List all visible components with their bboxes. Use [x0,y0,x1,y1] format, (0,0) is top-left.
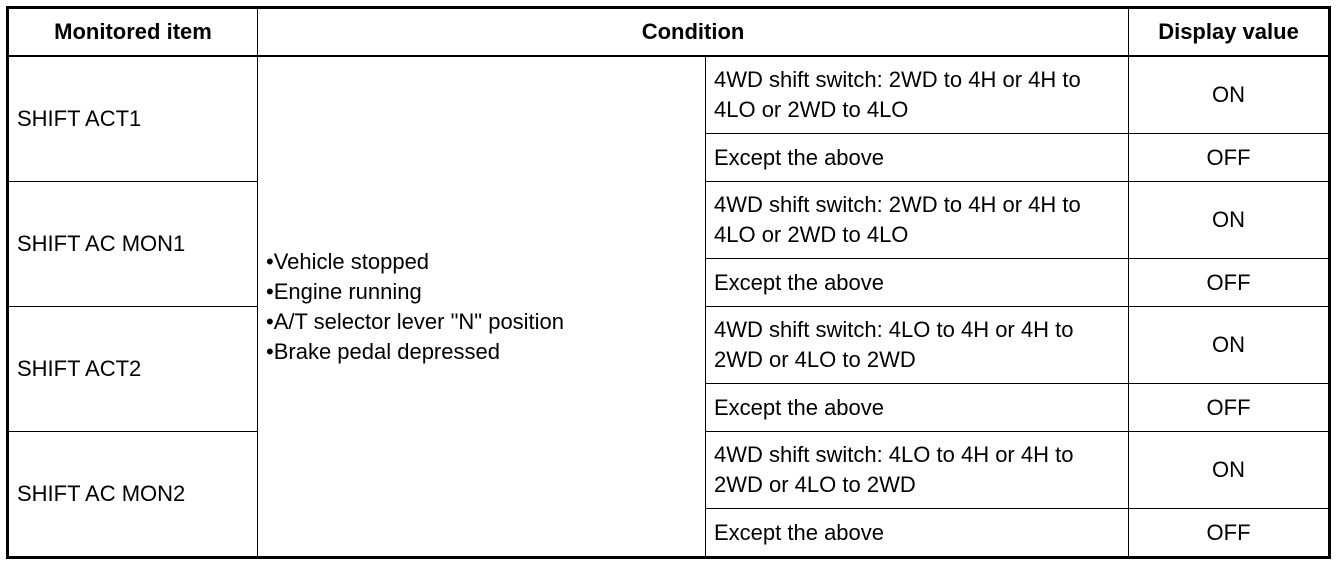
header-display-value: Display value [1129,8,1330,57]
on-condition-cell: 4WD shift switch: 4LO to 4H or 4H to 2WD or 4LO to 2WD [706,432,1129,509]
header-row [8,8,1330,57]
off-condition-cell: Except the above [706,134,1129,182]
display-value-cell: OFF [1129,134,1330,182]
monitored-item-cell: SHIFT AC MON2 [8,432,258,558]
condition-bullet: •A/T selector lever "N" position [266,308,565,334]
display-value-cell: OFF [1129,384,1330,432]
condition-bullet: •Engine running [266,278,422,304]
common-condition-cell [258,56,706,558]
on-condition-cell: 4WD shift switch: 2WD to 4H or 4H to 4LO or 2WD to 4LO [706,56,1129,134]
display-value-cell: ON [1129,432,1330,509]
table-row [8,56,1330,134]
display-value-cell: OFF [1129,259,1330,307]
display-value-cell: ON [1129,56,1330,134]
off-condition-cell: Except the above [706,259,1129,307]
monitored-item-cell: SHIFT ACT2 [8,307,258,432]
monitored-item-cell: SHIFT ACT1 [8,56,258,182]
condition-bullet: •Brake pedal depressed [266,338,500,364]
monitor-table [6,6,1331,559]
on-condition-cell: 4WD shift switch: 2WD to 4H or 4H to 4LO or 2WD to 4LO [706,182,1129,259]
off-condition-cell: Except the above [706,384,1129,432]
display-value-cell: ON [1129,182,1330,259]
on-condition-cell: 4WD shift switch: 4LO to 4H or 4H to 2WD or 4LO to 2WD [706,307,1129,384]
monitored-item-cell: SHIFT AC MON1 [8,182,258,307]
display-value-cell: ON [1129,307,1330,384]
condition-bullet: •Vehicle stopped [266,248,430,274]
off-condition-cell: Except the above [706,509,1129,558]
display-value-cell: OFF [1129,509,1330,558]
header-condition: Condition [258,8,1129,57]
header-monitored-item: Monitored item [8,8,258,57]
